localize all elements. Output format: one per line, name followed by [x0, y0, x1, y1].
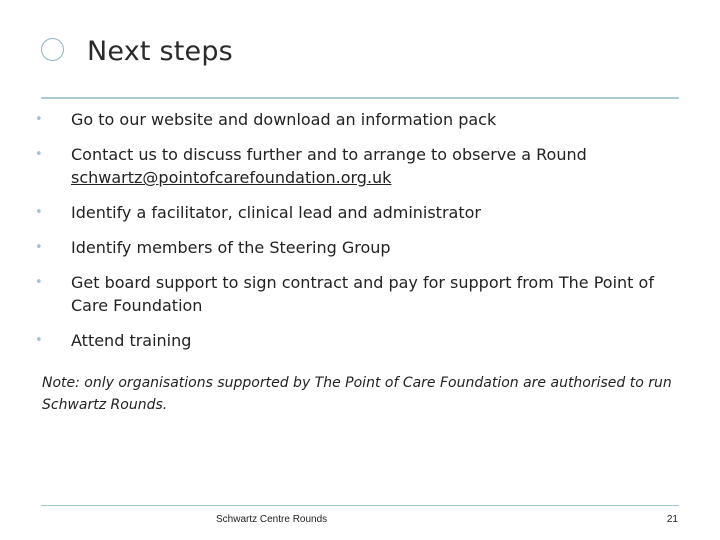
bullet-text: Contact us to discuss further and to arrange to observe a Round [71, 145, 587, 164]
bullet-text: Attend training [71, 331, 192, 350]
bullet-dot-icon: • [35, 112, 43, 127]
bullet-item [33, 108, 673, 131]
bullet-item [33, 329, 673, 352]
bullet-item [33, 143, 673, 189]
note-text: Note: only organisations supported by The Point of Care Foundation are authorised to run Schwartz Rounds. [42, 375, 672, 413]
bullet-text: Identify members of the Steering Group [71, 238, 391, 257]
bullet-list [33, 108, 673, 352]
bullet-dot-icon: • [35, 275, 43, 290]
slide-title: Next steps [87, 36, 233, 67]
bullet-item [33, 271, 673, 317]
footer-divider [41, 505, 679, 506]
bullet-text: Get board support to sign contract and pay for support from The Point of Care Foundation [71, 273, 654, 315]
bullet-item [33, 236, 673, 259]
bullet-text: Identify a facilitator, clinical lead and administrator [71, 203, 481, 222]
bullet-dot-icon: • [35, 333, 43, 348]
title-divider [41, 97, 679, 99]
title-circle-decoration [41, 38, 64, 61]
bullet-dot-icon: • [35, 147, 43, 162]
footer-label: Schwartz Centre Rounds [216, 514, 328, 525]
bullet-item [33, 201, 673, 224]
email-link[interactable]: schwartz@pointofcarefoundation.org.uk [71, 168, 392, 187]
bullet-dot-icon: • [35, 240, 43, 255]
bullet-dot-icon: • [35, 205, 43, 220]
page-number: 21 [666, 514, 678, 525]
bullet-text: Go to our website and download an information pack [71, 110, 497, 129]
